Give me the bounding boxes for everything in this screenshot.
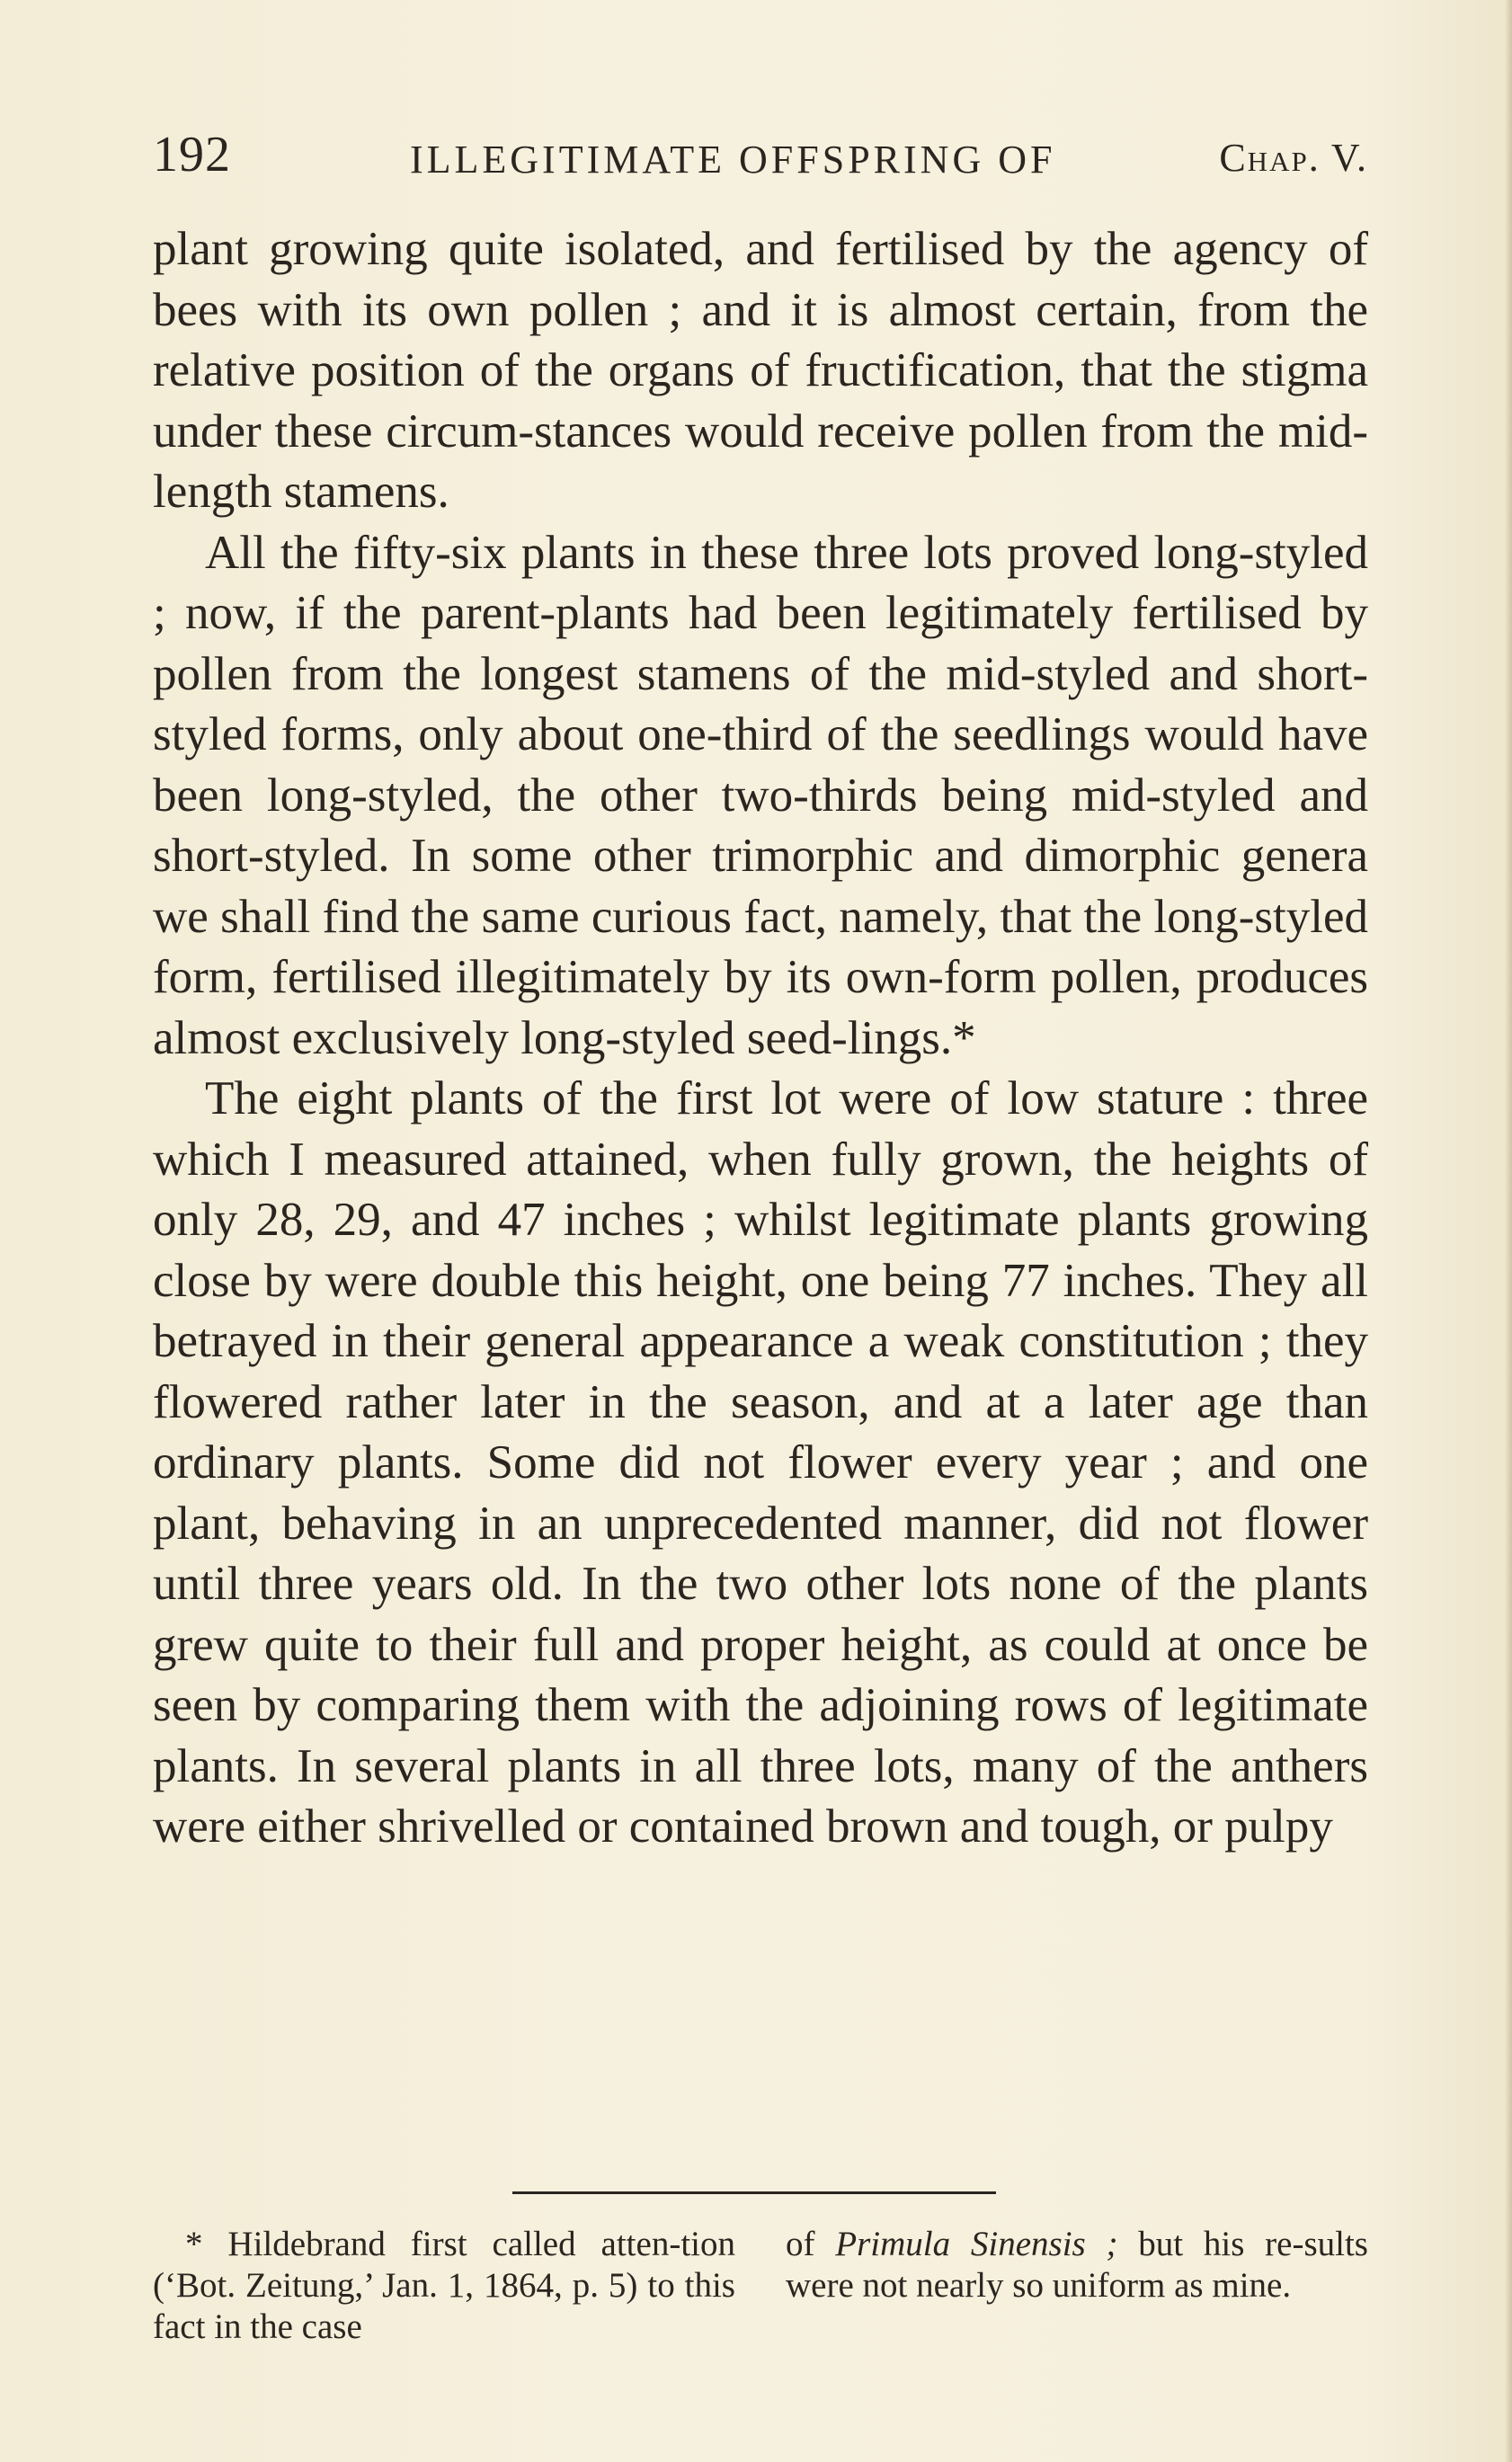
paragraph-1: plant growing quite isolated, and fertilised by the agency of bees with its own pollen ; and it is almost certain, from the relative position of the organs of fructification, that the stigma under these circum-stances would receive pollen from the mid-length stamens. [153,223,1368,518]
paragraph-3: The eight plants of the first lot were of low stature : three which I measured attained, when fully grown, the heights of only 28, 29, and 47 inches ; whilst legitimate plants growing close by were double this height, one being 77 inches. They all betrayed in their general appearance a weak constitution ; they flowered rather later in the season, and at a later age than ordinary plants. Some did not flower every year ; and one plant, behaving in an unprecedented manner, did not flower until three years old. In the two other lots none of the plants grew quite to their full and proper height, as could at once be seen by comparing them with the adjoining rows of legitimate plants. In several plants in all three lots, many of the anthers were either shrivelled or contained brown and tough, or pulpy [153,1072,1368,1853]
footnote [153,2224,1368,2348]
page-number: 192 [153,127,231,182]
footnote-species-name: Primula Sinensis ; [835,2225,1118,2263]
chapter-reference: Chap. V. [1219,136,1368,180]
running-title: ILLEGITIMATE OFFSPRING OF [410,138,1056,182]
page-edge-shadow [1505,0,1512,2462]
footnote-col2-post: but his re-sults were not nearly so uniform as mine. [786,2225,1368,2305]
footnote-column-2 [786,2224,1368,2348]
body-text [153,219,1368,1858]
footnote-divider [512,2191,996,2194]
footnote-col2-pre: of [786,2225,836,2263]
running-header [153,117,1368,189]
footnote-column-1: * Hildebrand first called atten-tion (‘Bot. Zeitung,’ Jan. 1, 1864, p. 5) to this fact in the case [153,2225,735,2346]
paragraph-2: All the fifty-six plants in these three lots proved long-styled ; now, if the parent-plants had been legitimately fertilised by pollen from the longest stamens of the mid-styled and short-styled forms, only about one-third of the seedlings would have been long-styled, the other two-thirds being mid-styled and short-styled. In some other trimorphic and dimorphic genera we shall find the same curious fact, namely, that the long-styled form, fertilised illegitimately by its own-form pollen, produces almost exclusively long-styled seed-lings.* [153,526,1368,1064]
